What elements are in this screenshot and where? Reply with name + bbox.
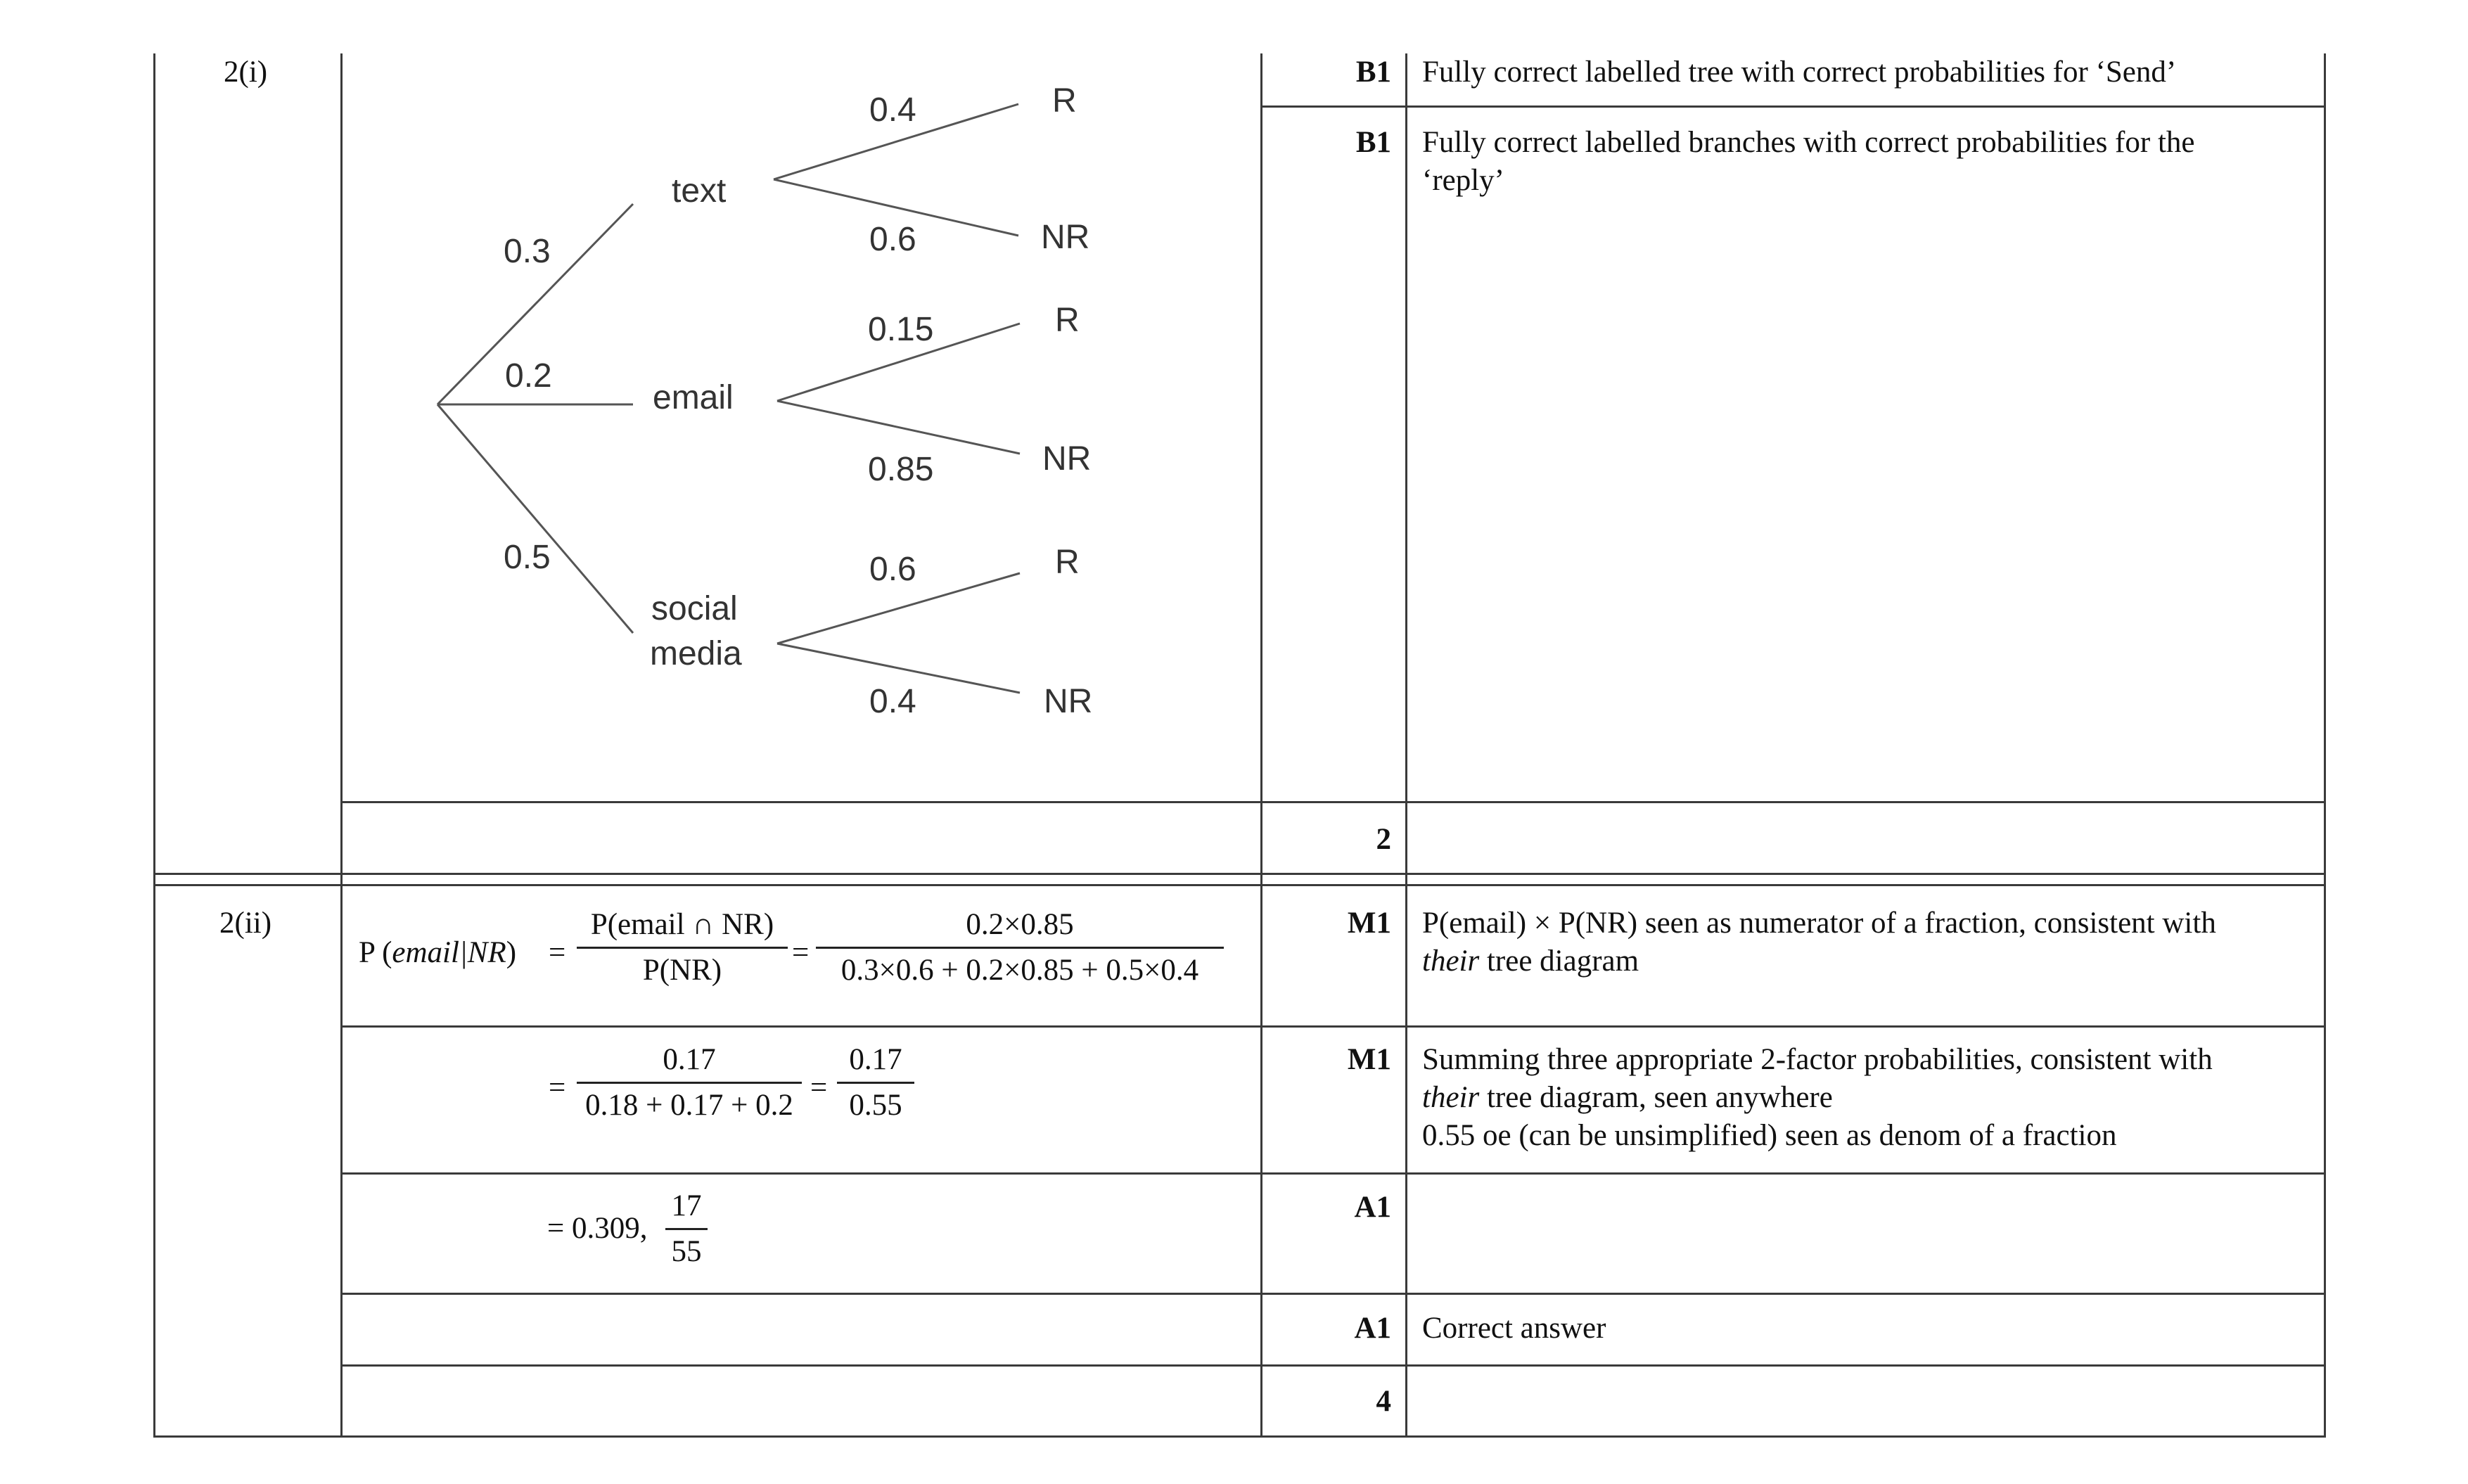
tree-prob-email-nr: 0.85 [868, 451, 934, 488]
table-border-right [2324, 53, 2326, 1438]
fraction-numerator: 0.17 [849, 1043, 902, 1076]
conditional-prob-lhs: P (email|NR) [359, 936, 517, 969]
rule-row2-2 [340, 1172, 2326, 1175]
tree-prob-social: 0.5 [504, 539, 551, 576]
tree-prob-text-nr: 0.6 [869, 221, 916, 258]
total-marks-row1: 2 [1376, 823, 1391, 856]
probability-tree-diagram [422, 70, 1125, 746]
equals-sign: = [549, 1071, 566, 1104]
tree-prob-email: 0.2 [505, 357, 552, 395]
fraction-denominator: 0.3×0.6 + 0.2×0.85 + 0.5×0.4 [840, 954, 1199, 987]
tree-node-text: text [672, 172, 727, 210]
branch-email-nr [777, 401, 1020, 454]
equals-sign: = [810, 1071, 828, 1104]
fraction-numerator: 0.17 [663, 1043, 716, 1076]
total-marks-row2: 4 [1376, 1385, 1391, 1418]
branch-send-social [437, 404, 633, 633]
tree-outcome-text-nr: NR [1041, 219, 1090, 256]
fraction-definition [577, 907, 788, 988]
column-divider-marks [1405, 53, 1407, 1438]
rule-row2-1 [340, 1025, 2326, 1028]
lhs-args: email|NR [392, 936, 506, 969]
guidance-numerator-line1: P(email) × P(NR) seen as numerator of a fraction, consistent with [1422, 907, 2216, 940]
fraction-sum [577, 1042, 802, 1123]
table-border-left [153, 53, 155, 1438]
mark-a1-correct: A1 [1354, 1312, 1391, 1345]
tree-prob-social-nr: 0.4 [869, 683, 916, 720]
rule-question-separator-1 [153, 873, 2326, 875]
tree-outcome-social-r: R [1055, 544, 1080, 581]
fraction-denominator: 0.55 [849, 1089, 902, 1122]
fraction-denominator: P(NR) [642, 954, 722, 987]
tree-prob-text-r: 0.4 [869, 91, 916, 129]
question-number: 2(i) [224, 56, 268, 89]
final-answer-decimal: = 0.309, [547, 1212, 648, 1245]
fraction-numerator: 17 [671, 1189, 702, 1222]
tree-prob-email-r: 0.15 [868, 311, 934, 348]
tree-node-media: media [650, 635, 742, 672]
tree-prob-text: 0.3 [504, 233, 551, 270]
rule-row2-4 [340, 1364, 2326, 1367]
tree-outcome-text-r: R [1052, 82, 1077, 120]
final-answer-fraction [665, 1189, 708, 1269]
column-divider-answer [1260, 53, 1262, 1438]
tree-outcome-email-nr: NR [1042, 440, 1092, 478]
fraction-denominator: 55 [671, 1235, 702, 1268]
guidance-send: Fully correct labelled tree with correct probabilities for ‘Send’ [1422, 56, 2177, 89]
fraction-numerator: 0.2×0.85 [966, 908, 1074, 941]
fraction-numerator: P(email ∩ NR) [590, 908, 774, 941]
rule-row2-3 [340, 1293, 2326, 1295]
mark-m1-numerator: M1 [1347, 907, 1391, 940]
guidance-reply-line1: Fully correct labelled branches with correct probabilities for the [1422, 126, 2195, 159]
tree-node-social: social [651, 590, 738, 627]
rule-question-separator-2 [153, 884, 2326, 886]
rule-row1-total-top [340, 801, 2326, 803]
guidance-numerator-line2: their tree diagram [1422, 945, 1639, 978]
fraction-denominator: 0.18 + 0.17 + 0.2 [585, 1089, 793, 1122]
rule-b1-divider [1260, 105, 2326, 108]
mark-a1-value: A1 [1354, 1191, 1391, 1224]
column-divider-question [340, 53, 343, 1438]
fraction-simplified [837, 1042, 914, 1123]
tree-outcome-email-r: R [1055, 302, 1080, 339]
guidance-summing-line3: 0.55 oe (can be unsimplified) seen as denom of a fraction [1422, 1119, 2117, 1152]
mark-b1-send: B1 [1355, 56, 1391, 89]
tree-node-email: email [653, 379, 734, 416]
guidance-summing-line2: their tree diagram, seen anywhere [1422, 1081, 1833, 1114]
tree-outcome-social-nr: NR [1044, 683, 1093, 720]
fraction-expanded [816, 907, 1224, 988]
table-border-bottom [153, 1435, 2326, 1438]
guidance-reply-line2: ‘reply’ [1422, 164, 1504, 197]
question-number: 2(ii) [219, 907, 272, 940]
equals-sign: = [792, 936, 810, 969]
mark-m1-summing: M1 [1347, 1043, 1391, 1076]
guidance-correct-answer: Correct answer [1422, 1312, 1606, 1345]
mark-b1-reply: B1 [1355, 126, 1391, 159]
guidance-summing-line1: Summing three appropriate 2-factor probabilities, consistent with [1422, 1043, 2213, 1076]
tree-prob-social-r: 0.6 [869, 551, 916, 588]
equals-sign: = [549, 936, 566, 969]
